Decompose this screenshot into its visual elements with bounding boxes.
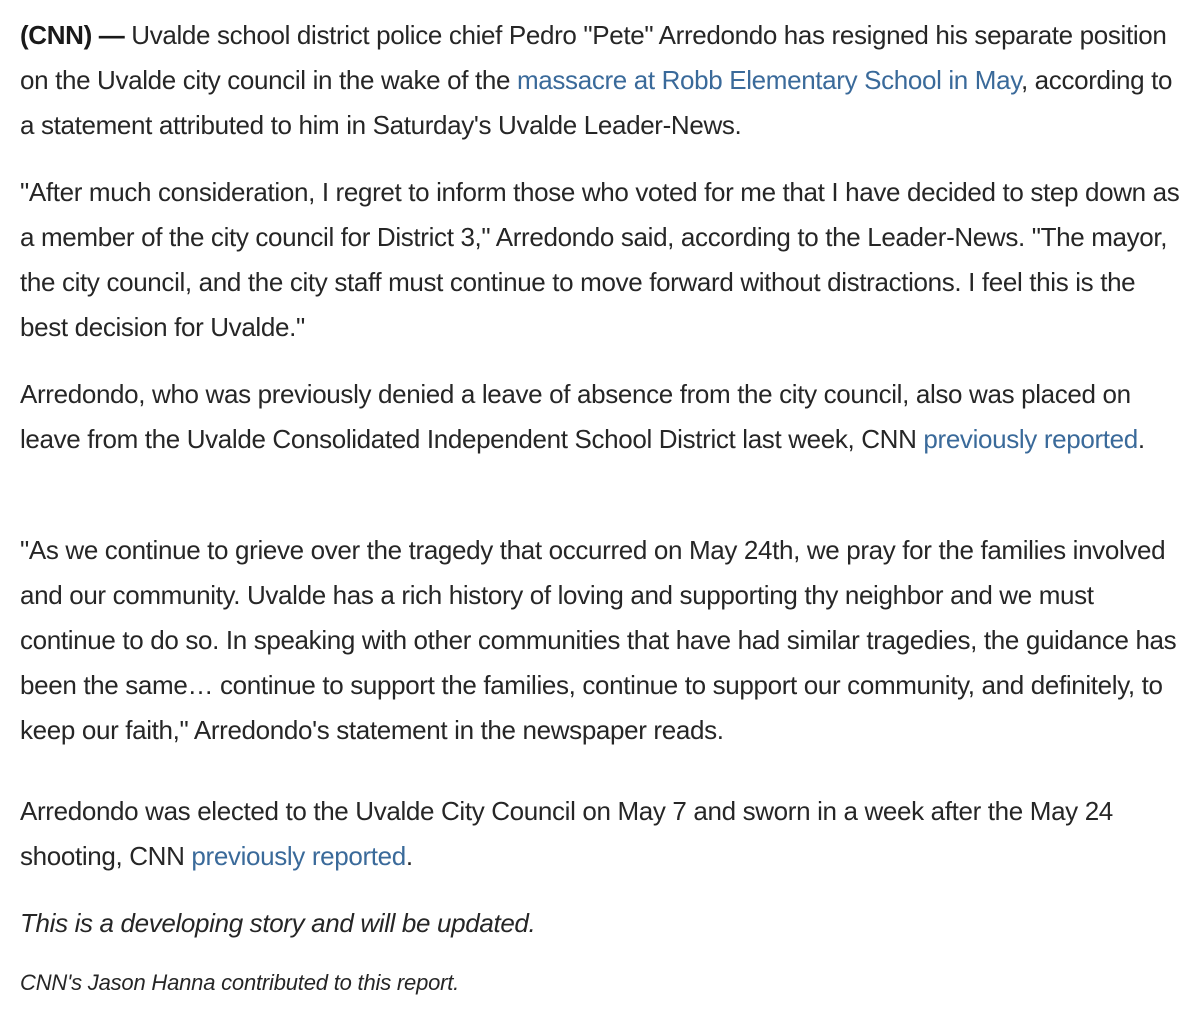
paragraph-text: , according to a statement attributed to him in Saturday's Uvalde Leader-News. [20,65,1173,140]
article-paragraph-4: "As we continue to grieve over the tragedy that occurred on May 24th, we pray for the families involved and our community. Uvalde has a rich history of loving and supporting thy neighbor and we must continue to do so. In speaking with other communities that have had similar tragedies, the guidance has been the same… continue to support the families, continue to support our community, and definitely, to keep our faith," Arredondo's statement in the newspaper reads. [20,535,1177,745]
article-paragraph-5 [20,789,1185,879]
paragraph-text: Uvalde school district police chief Pedro "Pete" Arredondo has resigned his separate position on the Uvalde city council in the wake of the [20,20,1167,95]
previously-reported-link-2[interactable]: previously reported [191,841,406,871]
article-paragraph-2: "After much consideration, I regret to inform those who voted for me that I have decided to step down as a member of the city council for District 3," Arredondo said, according to the Leader-News. "The mayor, the city council, and the city staff must continue to move forward without distractions. I feel this is the best decision for Uvalde." [20,177,1180,342]
massacre-article-link[interactable]: massacre at Robb Elementary School in May [516,65,1021,95]
contributor-credit: CNN's Jason Hanna contributed to this report. [20,970,460,995]
paragraph-text: Arredondo, who was previously denied a leave of absence from the city council, also was placed on leave from the Uvalde Consolidated Independent School District last week, CNN [20,379,1131,454]
article-paragraph-1 [20,13,1185,148]
paragraph-text: . [1137,424,1145,454]
previously-reported-link-1[interactable]: previously reported [923,424,1138,454]
paragraph-text: . [405,841,413,871]
developing-story-note: This is a developing story and will be updated. [20,908,536,938]
dateline: (CNN) — [20,20,125,50]
article-paragraph-3 [20,372,1185,462]
paragraph-text: Arredondo was elected to the Uvalde City Council on May 7 and sworn in a week after the May 24 shooting, CNN [20,796,1113,871]
